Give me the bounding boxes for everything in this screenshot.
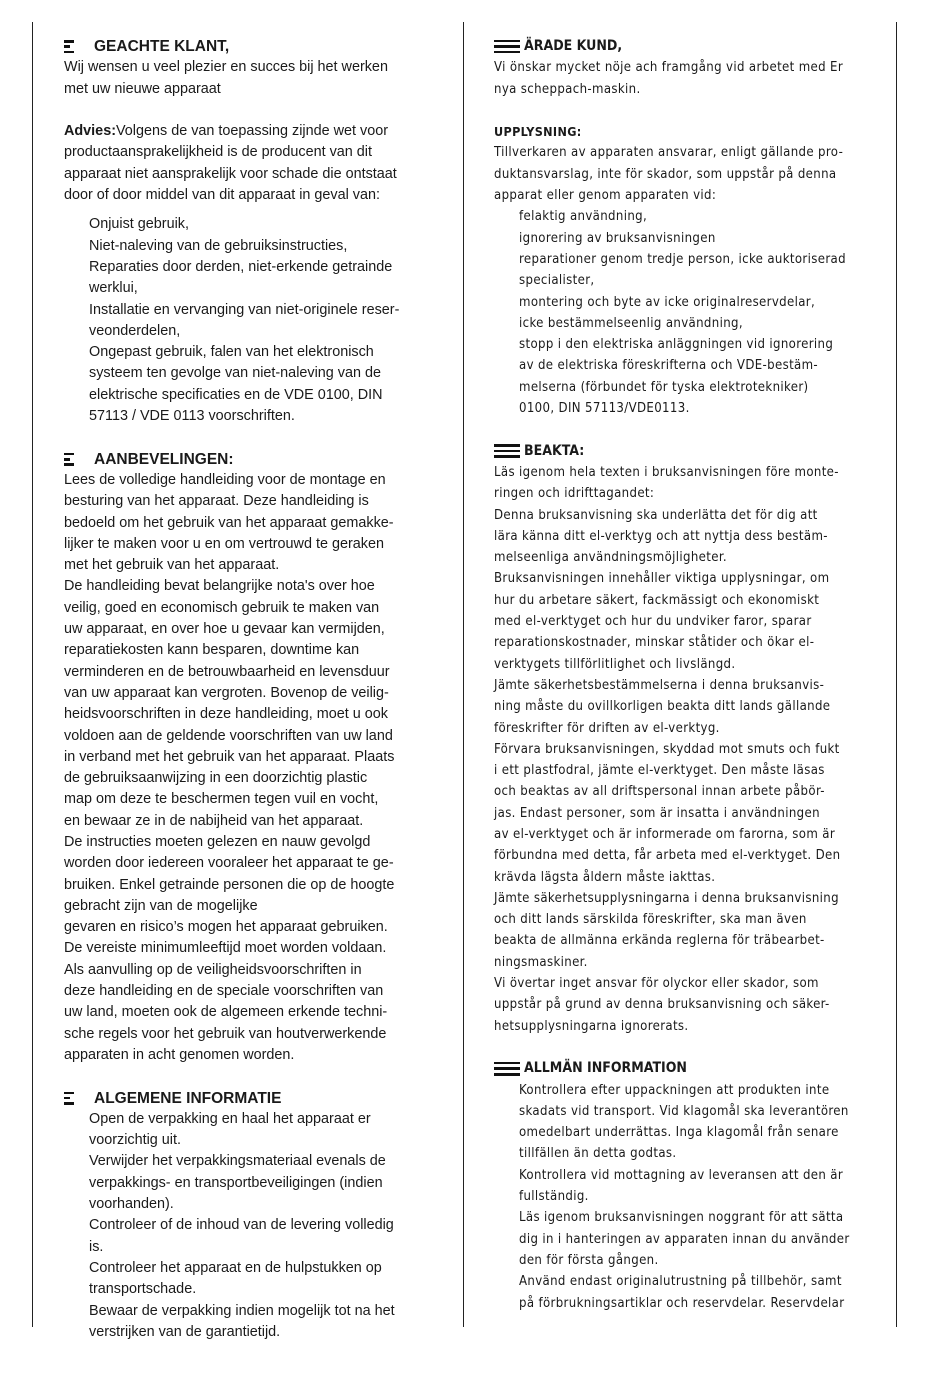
greeting-text-sv (494, 57, 874, 100)
text-line: uppstår på grund av denna bruksanvisning och säker- (494, 997, 830, 1013)
left-margin-rule (32, 22, 33, 1327)
list-item-cont: tillfällen än detta godtas. (519, 1146, 677, 1162)
left-column (64, 36, 432, 1343)
list-item: felaktig användning, (519, 209, 648, 225)
list-item-cont: på förbrukningsartiklar och reservdelar. Reservdelar (519, 1295, 845, 1311)
list-item-cont: 57113 / VDE 0113 voorschriften. (89, 408, 295, 425)
section-bars-icon (494, 444, 520, 458)
text-line: Vi övertar inget ansvar för olyckor eller skador, som (494, 976, 819, 992)
text-line: veilig, goed en economisch gebruik te maken van (64, 599, 380, 616)
text-line: gebracht zijn van de mogelijke (64, 897, 258, 914)
right-margin-rule (896, 22, 897, 1327)
text-line: heidsvoorschriften in deze handleiding, moet u ook (64, 706, 388, 723)
text-line: Förvara bruksanvisningen, skyddad mot smuts och fukt (494, 741, 840, 757)
section-bars-icon (494, 1062, 520, 1076)
text-line: ringen och idrifttagandet: (494, 486, 655, 502)
aanbevelingen-text (64, 470, 432, 1066)
list-item-cont: elektrische specificaties en de VDE 0100, DIN (89, 386, 383, 403)
text-line: nya scheppach-maskin. (494, 81, 641, 97)
text-line: hetsupplysningarna ignorerats. (494, 1018, 689, 1034)
text-line: sche regels voor het gebruik van houtverwerkende (64, 1025, 387, 1042)
list-item: montering och byte av icke originalreservdelar, (519, 294, 816, 310)
greeting-title: GEACHTE KLANT, (94, 38, 230, 55)
list-item-cont: verpakkings- en transportbeveiligingen (indien (89, 1174, 383, 1191)
text-line: förbundna med detta, får arbeta med el-verktyget. Den (494, 848, 841, 864)
text-line: ningsmaskiner. (494, 954, 588, 970)
list-item-cont: specialister, (519, 273, 595, 289)
list-item: Controleer het apparaat en de hulpstukken op (89, 1259, 382, 1276)
text-line: uw land, moeten ook de algemeen erkende techni- (64, 1004, 388, 1021)
greeting-heading-sv (494, 36, 874, 57)
list-item-cont: werklui, (89, 280, 138, 297)
list-item-cont: den för första gången. (519, 1252, 659, 1268)
text-line: met het gebruik van het apparaat. (64, 557, 280, 574)
text-line: Läs igenom hela texten i bruksanvisningen före monte- (494, 464, 839, 480)
text-line: De vereiste minimumleeftijd moet worden voldaan. (64, 940, 387, 957)
column-divider-rule (463, 22, 464, 1327)
beakta-heading (494, 441, 874, 462)
text-line: worden door iedereen vooraleer het apparaat te ge- (64, 855, 394, 872)
list-item-cont: voorhanden). (89, 1196, 174, 1213)
text-line: bedoeld om het gebruik van het apparaat gemakke- (64, 514, 394, 531)
algemene-title: ALGEMENE INFORMATIE (94, 1089, 282, 1107)
right-column (494, 36, 874, 1314)
list-item: icke bestämmelseenlig användning, (519, 315, 743, 331)
text-line: van uw apparaat kan vergroten. Bovenop de veilig- (64, 684, 389, 701)
list-item: Verwijder het verpakkingsmateriaal evenals de (89, 1153, 386, 1170)
text-line: beakta de allmänna erkända reglerna för träbearbet- (494, 933, 825, 949)
list-item: ignorering av bruksanvisningen (519, 230, 716, 246)
list-item-cont: omedelbart underrättas. Inga klagomål från senare (519, 1125, 839, 1141)
section-bars-icon (494, 40, 520, 54)
greeting-text (64, 57, 432, 100)
advies-block (64, 121, 432, 427)
text-line: Als aanvulling op de veiligheidsvoorschriften in (64, 961, 362, 978)
list-item: Installatie en vervanging van niet-originele reser- (89, 301, 400, 318)
text-line: Wij wensen u veel plezier en succes bij het werken (64, 59, 388, 76)
list-item: Reparaties door derden, niet-erkende getrainde (89, 258, 393, 275)
text-line: Bruksanvisningen innehåller viktiga upplysningar, om (494, 571, 830, 587)
algemene-heading (64, 1088, 432, 1109)
list-item: Kontrollera vid mottagning av leveransen att den är (519, 1167, 844, 1183)
text-line: met uw nieuwe apparaat (64, 80, 221, 97)
list-item: stopp i den elektriska anläggningen vid ignorering (519, 337, 834, 353)
upplysning-title: UPPLYSNING: (494, 124, 582, 140)
text-line: Tillverkaren av apparaten ansvarar, enligt gällande pro- (494, 145, 844, 161)
text-line: Lees de volledige handleiding voor de montage en (64, 471, 386, 488)
list-item: Controleer of de inhoud van de levering volledig (89, 1217, 394, 1234)
list-item: Onjuist gebruik, (89, 216, 189, 233)
text-line: De handleiding bevat belangrijke nota's over hoe (64, 578, 375, 595)
text-line: en bewaar ze in de nabijheid van het apparaat. (64, 812, 364, 829)
text-line: Jämte säkerhetsbestämmelserna i denna bruksanvis- (494, 677, 825, 693)
text-line: lijker te maken voor u en om vertrouwd te geraken (64, 535, 384, 552)
list-item: Läs igenom bruksanvisningen noggrant för att sätta (519, 1210, 844, 1226)
text-line: melseenliga användningsmöjligheter. (494, 550, 727, 566)
text-line: verminderen en de betrouwbaarheid en levensduur (64, 663, 390, 680)
text-line: gevaren en risico’s mogen het apparaat gebruiken. (64, 919, 388, 936)
list-item-cont: systeem ten gevolge van niet-naleving van de (89, 365, 381, 382)
list-item: Open de verpakking en haal het apparaat er (89, 1110, 371, 1127)
text-line: lära känna ditt el-verktyg och att nyttja dess bestäm- (494, 528, 828, 544)
list-item: Niet-naleving van de gebruiksinstructies, (89, 237, 348, 254)
text-line: bruiken. Enkel getrainde personen die op de hoogte (64, 876, 395, 893)
text-line: Volgens de van toepassing zijnde wet voor (115, 123, 388, 140)
text-line: de gebruiksaanwijzing in een doorzichtig plastic (64, 770, 368, 787)
list-item-cont: voorzichtig uit. (89, 1132, 181, 1149)
text-line: map om deze te beschermen tegen vuil en vocht, (64, 791, 379, 808)
text-line: ning måste du ovillkorligen beakta ditt lands gällande (494, 699, 831, 715)
upplysning-list (494, 206, 874, 419)
beakta-title: BEAKTA: (524, 442, 585, 459)
text-line: och beaktas av all driftspersonal innan arbete påbör- (494, 784, 825, 800)
list-item-cont: veonderdelen, (89, 322, 181, 339)
text-line: duktansvarslag, inte för skador, som uppstår på denna (494, 166, 837, 182)
list-item-cont: verstrijken van de garantietijd. (89, 1323, 281, 1340)
text-line: in verband met het gebruik van het apparaat. Plaats (64, 748, 395, 765)
allman-heading (494, 1058, 874, 1079)
greeting-heading (64, 36, 432, 57)
list-item-cont: skadats vid transport. Vid klagomål ska leverantören (519, 1103, 849, 1119)
list-item-cont: dig in i hanteringen av apparaten innan du använder (519, 1231, 850, 1247)
allman-title: ALLMÄN INFORMATION (524, 1060, 687, 1077)
text-line: apparaat niet aansprakelijk voor schade die ontstaat (64, 165, 397, 182)
list-item-cont: is. (89, 1238, 104, 1255)
text-line: voldoen aan de geldende voorschriften van uw land (64, 727, 393, 744)
text-line: med el-verktyget och hur du undviker faror, sparar (494, 614, 812, 630)
list-item-cont: melserna (förbundet för tyska elektrotekniker) (519, 379, 809, 395)
text-line: krävda lägsta åldern måste iakttas. (494, 869, 716, 885)
list-item: reparationer genom tredje person, icke auktoriserad (519, 251, 846, 267)
list-item: Ongepast gebruik, falen van het elektronisch (89, 344, 374, 361)
aanbevelingen-title: AANBEVELINGEN: (94, 450, 234, 468)
beakta-text (494, 462, 874, 1037)
advies-list (64, 214, 432, 427)
text-line: verktygets tillförlitlighet och livslängd. (494, 656, 736, 672)
text-line: föreskrifter för driften av el-verktyg. (494, 720, 720, 736)
list-item: Kontrollera efter uppackningen att produkten inte (519, 1082, 830, 1098)
list-item: Använd endast originalutrustning på tillbehör, samt (519, 1274, 842, 1290)
section-bullet-icon (64, 453, 74, 466)
text-line: och ditt lands särskilda föreskrifter, ska man även (494, 912, 807, 928)
text-line: De instructies moeten gelezen en nauw gevolgd (64, 833, 371, 850)
text-line: Jämte säkerhetsupplysningarna i denna bruksanvisning (494, 890, 839, 906)
list-item-cont: fullständig. (519, 1189, 589, 1205)
list-item-cont: transportschade. (89, 1281, 197, 1298)
text-line: besturing van het apparaat. Deze handleiding is (64, 493, 369, 510)
list-item: Bewaar de verpakking indien mogelijk tot na het (89, 1302, 395, 1319)
section-bullet-icon (64, 40, 74, 53)
list-item-cont: 0100, DIN 57113/VDE0113. (519, 401, 690, 417)
text-line: i ett plastfodral, jämte el-verktyget. Den måste läsas (494, 763, 825, 779)
section-bullet-icon (64, 1092, 74, 1105)
text-line: reparationskostnader, minskar ståtider och ökar el- (494, 635, 815, 651)
text-line: av el-verktyget och är informerade om farorna, som är (494, 826, 836, 842)
text-line: apparat eller genom apparaten vid: (494, 188, 717, 204)
aanbevelingen-heading (64, 449, 432, 470)
text-line: Denna bruksanvisning ska underlätta det för dig att (494, 507, 818, 523)
text-line: jas. Endast personer, som är insatta i användningen (494, 805, 820, 821)
text-line: reparatiekosten kann besparen, downtime kan (64, 642, 360, 659)
text-line: Vi önskar mycket nöje ach framgång vid arbetet med Er (494, 60, 844, 76)
text-line: hur du arbetare säkert, fackmässigt och ekonomiskt (494, 592, 820, 608)
upplysning-block (494, 121, 874, 419)
allman-list (494, 1080, 874, 1314)
algemene-list (64, 1109, 432, 1343)
text-line: deze handleiding en de speciale voorschriften van (64, 983, 384, 1000)
advies-label: Advies: (64, 123, 116, 140)
list-item-cont: av de elektriska föreskrifterna och VDE-bestäm- (519, 358, 819, 374)
text-line: productaansprakelijkheid is de producent van dit (64, 144, 372, 161)
text-line: uw apparaat, en over hoe u gevaar kan vermijden, (64, 621, 385, 638)
text-line: door of door middel van dit apparaat in geval van: (64, 187, 380, 204)
text-line: apparaten in acht genomen worden. (64, 1046, 295, 1063)
greeting-title-sv: ÄRADE KUND, (524, 38, 623, 54)
